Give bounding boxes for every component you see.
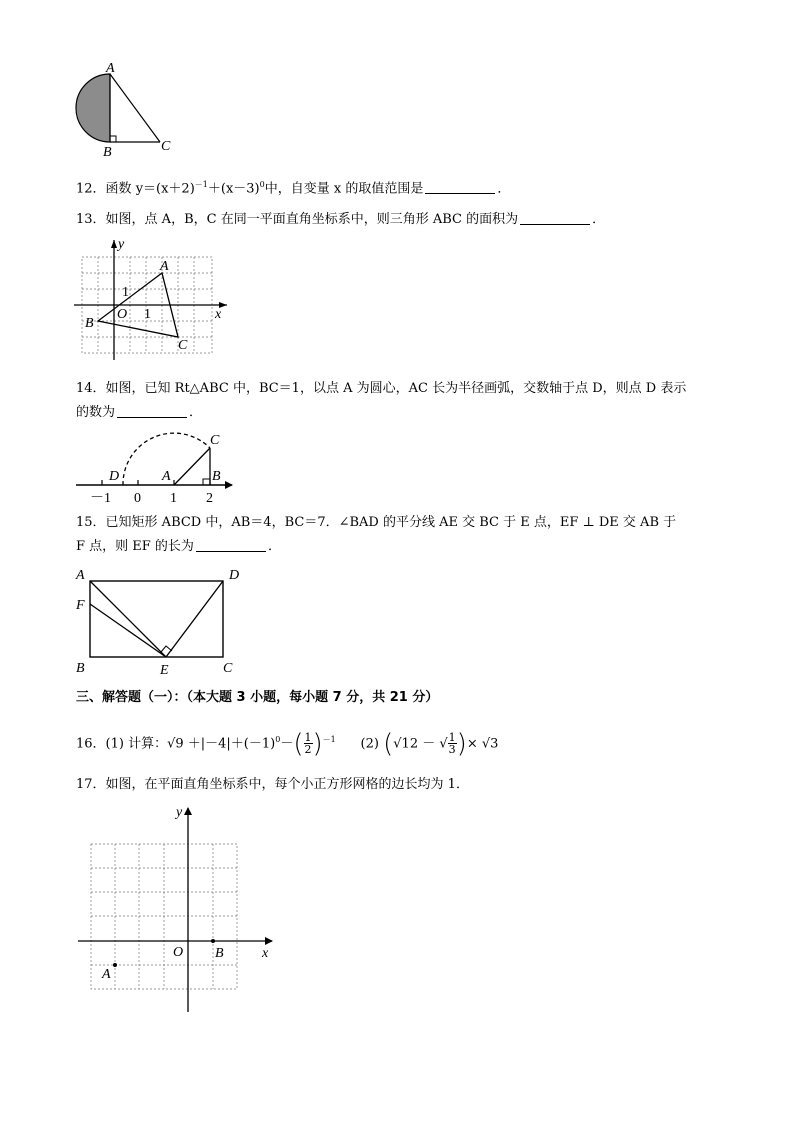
- point-f-label: F: [76, 598, 85, 613]
- point-a-label: A: [160, 259, 169, 274]
- point-b-label: B: [103, 145, 112, 158]
- x-axis-label: x: [262, 946, 269, 961]
- question-16: 16．(1) 计算：$√9 +|-4|+(-1)^0-$( $\frac{1}{2}$ )$^{-1}$ (2) (√12 － √ $\frac{1}{3}$ )× √3: [76, 728, 499, 759]
- point-c-label: C: [161, 139, 171, 154]
- point-b-label: B: [215, 946, 224, 961]
- q11-figure: [70, 62, 190, 158]
- question-15-line1: 15．已知矩形 ABCD 中，AB＝4，BC＝7．∠BAD 的平分线 AE 交 BC 于 E 点，EF ⊥ DE 交 AB 于: [76, 515, 677, 530]
- point-b-label: B: [212, 469, 221, 484]
- tick-1-x: 1: [144, 307, 151, 322]
- point-b-dot: [211, 939, 215, 943]
- y-axis-label: y: [176, 805, 183, 820]
- tick-1-y: 1: [122, 285, 129, 300]
- q17-figure: [72, 802, 278, 1016]
- point-a-dot: [113, 963, 117, 967]
- point-c-label: C: [178, 338, 188, 353]
- tick-label-neg1: －1: [90, 491, 111, 506]
- point-d-label: D: [229, 568, 240, 583]
- point-b-label: B: [76, 661, 85, 676]
- origin-label: O: [117, 307, 128, 322]
- point-a-label: A: [106, 62, 115, 76]
- q14-figure: [72, 428, 236, 506]
- point-a-label: A: [102, 967, 111, 982]
- answer-blank[interactable]: [520, 212, 590, 225]
- x-axis-label: x: [215, 307, 222, 322]
- tick-label-2: 2: [206, 491, 213, 506]
- question-14-line1: 14．如图，已知 Rt△ABC 中，BC＝1，以点 A 为圆心，AC 长为半径画弧，交数轴于点 D，则点 D 表示: [76, 381, 687, 396]
- point-a-label: A: [162, 469, 171, 484]
- tick-label-0: 0: [134, 491, 141, 506]
- point-e-label: E: [160, 663, 169, 678]
- point-b-label: B: [85, 316, 94, 331]
- answer-blank[interactable]: [117, 405, 187, 418]
- section-3-heading: 三、解答题（一）：（本大题 3 小题，每小题 7 分，共 21 分）: [76, 690, 439, 705]
- question-15-line2: F 点，则 EF 的长为 ．: [76, 539, 281, 554]
- origin-label: O: [173, 945, 184, 960]
- question-14-line2: 的数为 ．: [76, 405, 203, 420]
- point-c-label: C: [223, 661, 233, 676]
- question-12: 12．函数 $y=(x+2)^{-1}+(x-3)^0$中，自变量 x 的取值范围是 ．: [76, 180, 511, 197]
- question-13: 13．如图，点 A，B，C 在同一平面直角坐标系中，则三角形 ABC 的面积为 ．: [76, 212, 606, 227]
- answer-blank[interactable]: [196, 539, 266, 552]
- shaded-semicircle: [76, 74, 110, 142]
- point-d-label: D: [109, 469, 120, 484]
- q13-figure: [72, 236, 232, 360]
- point-a-label: A: [76, 568, 85, 583]
- answer-blank[interactable]: [425, 181, 495, 194]
- y-axis-label: y: [118, 237, 125, 252]
- tick-label-1: 1: [170, 491, 177, 506]
- point-c-label: C: [210, 433, 220, 448]
- question-17: 17．如图，在平面直角坐标系中，每个小正方形网格的边长均为 1．: [76, 777, 469, 792]
- q15-figure: [70, 562, 248, 678]
